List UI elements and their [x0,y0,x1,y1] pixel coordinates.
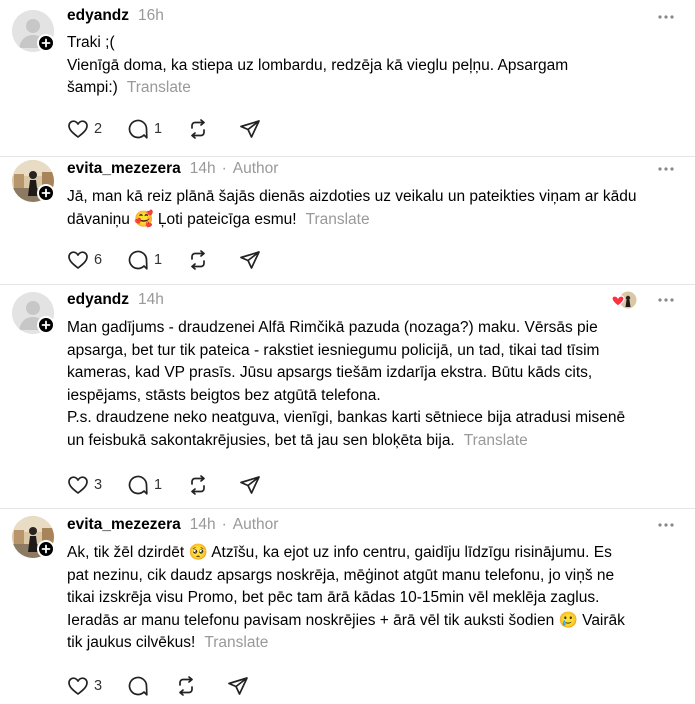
translate-link[interactable]: Translate [126,79,191,97]
repost-button[interactable] [187,249,209,271]
like-count: 6 [94,252,103,268]
more-dots-icon [655,518,677,532]
more-options-button[interactable] [655,162,677,176]
meta-separator: · [221,160,227,177]
like-count: 3 [94,477,103,493]
follow-plus-icon[interactable] [37,34,55,52]
repost-arrows-icon [187,118,209,140]
paper-plane-icon [239,249,261,271]
post-body [67,186,679,231]
author-label: Author [232,516,279,533]
post-divider [0,156,695,157]
follow-plus-icon[interactable] [37,540,55,558]
speech-bubble-icon [127,675,149,697]
like-count: 2 [94,121,103,137]
post-body [67,542,679,655]
more-options-button[interactable] [655,518,677,532]
speech-bubble-icon [127,249,149,271]
post-text-line: Man gadījums - draudzenei Alfā Rimčikā pazuda (nozaga?) maku. Vērsās pie [67,319,598,336]
author-reaction-badge[interactable] [610,290,638,310]
username[interactable]: evita_mezezera [67,160,181,177]
share-button[interactable] [239,118,261,140]
reply-button[interactable] [127,118,162,140]
like-button[interactable] [67,118,102,140]
more-dots-icon [655,162,677,176]
post-text-line: tikai izskrēja visu Promo, bet pēc tam ārā kādas 10-15min vēl meklēja zaglus. [67,589,600,607]
share-button[interactable] [227,675,249,697]
repost-button[interactable] [175,675,197,697]
post-divider [0,508,695,509]
like-button[interactable] [67,474,102,496]
paper-plane-icon [239,474,261,496]
timestamp[interactable]: 14h [189,516,216,533]
more-dots-icon [655,10,677,24]
translate-link[interactable]: Translate [305,210,370,228]
translate-link[interactable]: Translate [463,431,528,449]
post-text-line: Traki ;( [67,34,115,51]
share-button[interactable] [239,474,261,496]
heart-outline-icon [67,475,89,495]
more-dots-icon [655,293,677,307]
timestamp[interactable]: 14h [189,160,216,177]
repost-arrows-icon [187,249,209,271]
reply-count: 1 [154,252,163,268]
heart-outline-icon [67,250,89,270]
like-button[interactable] [67,675,102,697]
paper-plane-icon [227,675,249,697]
follow-plus-icon[interactable] [37,184,55,202]
reply-button[interactable] [127,474,162,496]
reply-button[interactable] [127,675,154,697]
post-text-line: Ak, tik žēl dzirdēt 🥺 Atzīšu, ka ejot uz info centru, gaidīju līdzīgu risinājumu. Es [67,544,612,561]
post-text-line: kameras, kad VP prasīs. Jūsu apsargs tiešām izdarīja ekstra. Būtu kāds cits, [67,364,593,382]
post-text-line: apsarga, bet tur tik pateica - rakstiet iesniegumu policijā, un tad, tikai tad tīsim [67,341,600,359]
repost-arrows-icon [175,675,197,697]
username[interactable]: evita_mezezera [67,516,181,533]
author-label: Author [232,160,279,177]
heart-outline-icon [67,119,89,139]
share-button[interactable] [239,249,261,271]
reply-button[interactable] [127,249,162,271]
repost-button[interactable] [187,118,209,140]
post-text-line: pat nezinu, cik daudz apsargs noskrēja, mēģinot atgūt manu telefonu, jo viņš ne [67,566,615,584]
timestamp[interactable]: 16h [138,7,164,24]
heart-outline-icon [67,676,89,696]
speech-bubble-icon [127,118,149,140]
post-text-line: iespējams, stāsts beigtos bez atgūtā telefona. [67,386,381,404]
post-text-line: tik jaukus cilvēkus! [67,634,196,652]
post-text-line: Vienīgā doma, ka stiepa uz lombardu, redzēja kā vieglu peļņu. Apsargam [67,56,569,74]
post-text-line: dāvaniņu 🥰 Ļoti pateicīga esmu! [67,210,297,228]
post-header [67,5,164,27]
post-body [67,317,679,453]
meta-separator: · [221,516,227,533]
reply-count: 1 [154,121,163,137]
repost-arrows-icon [187,474,209,496]
repost-button[interactable] [187,474,209,496]
more-options-button[interactable] [655,293,677,307]
follow-plus-icon[interactable] [37,316,55,334]
more-options-button[interactable] [655,10,677,24]
timestamp[interactable]: 14h [138,291,164,308]
username[interactable]: edyandz [67,291,130,308]
speech-bubble-icon [127,474,149,496]
post-text-line: Ieradās ar manu telefonu pavisam noskrējies + ārā vēl tik auksti šodien 🥲 Vairāk [67,611,625,629]
reply-count: 1 [154,477,163,493]
post-header [67,289,164,311]
username[interactable]: edyandz [67,7,130,24]
post-text-line: P.s. draudzene neko neatguva, vienīgi, bankas karti sētniece bija atradusi misenē [67,409,626,427]
post-header [67,158,278,180]
translate-link[interactable]: Translate [204,634,269,652]
post-divider [0,284,695,285]
post-text-line: šampi:) [67,79,118,97]
post-text-line: un feisbukā sakontakrējusies, bet tā jau sen bloķēta bija. [67,431,455,449]
paper-plane-icon [239,118,261,140]
post-header [67,514,278,536]
post-text-line: Jā, man kā reiz plānā šajās dienās aizdoties uz veikalu un pateikties viņam ar kādu [67,188,637,205]
like-count: 3 [94,678,103,694]
like-button[interactable] [67,249,102,271]
post-body [67,32,679,100]
